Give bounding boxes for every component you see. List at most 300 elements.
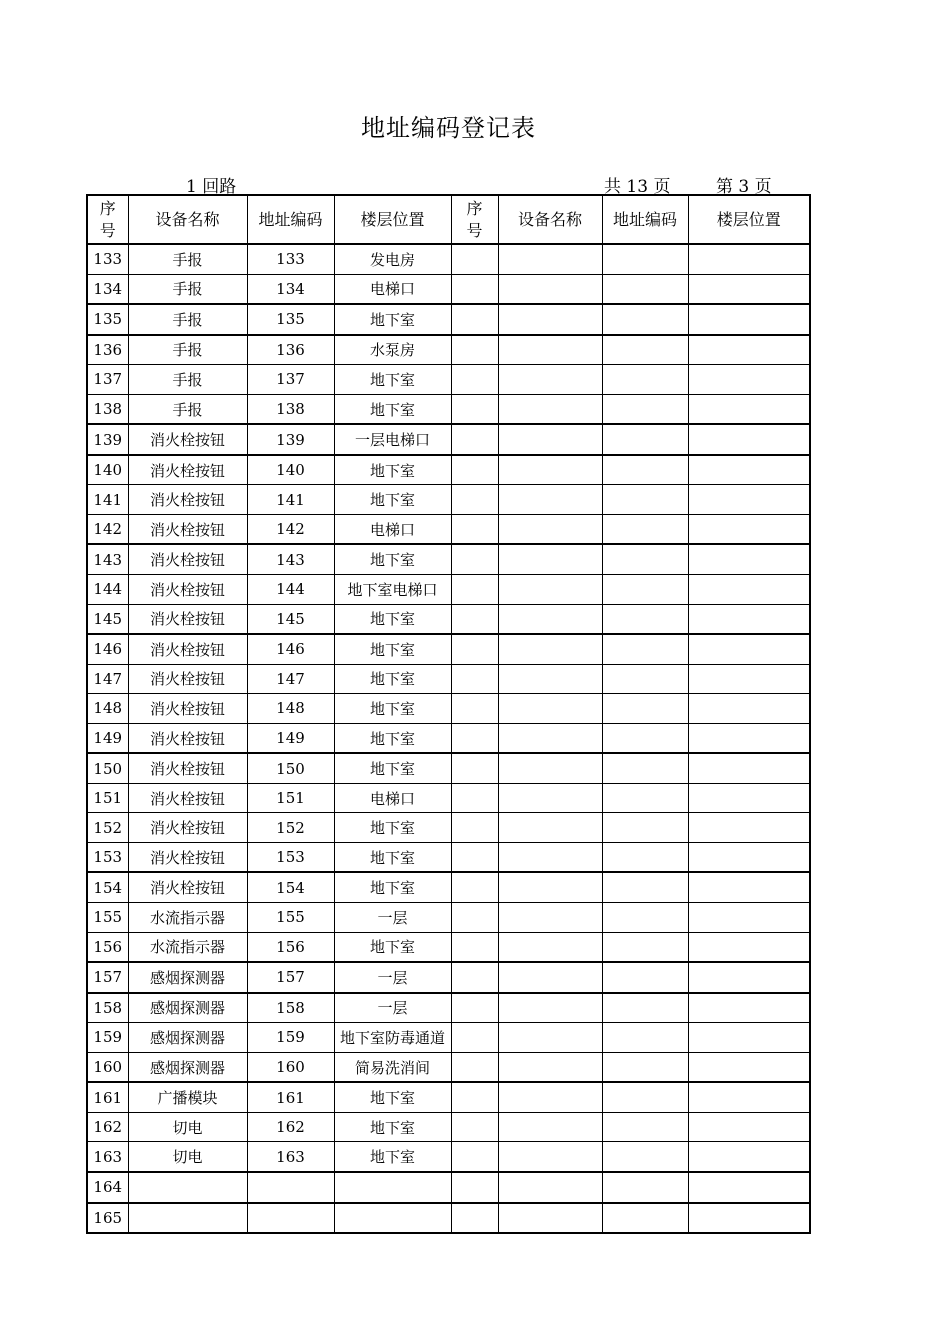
device-name-cell: 消火栓按钮	[128, 753, 247, 783]
address-code-cell-right	[602, 455, 688, 485]
seq-cell-right	[451, 604, 498, 634]
floor-location-cell-right	[688, 1023, 810, 1053]
address-code-cell-right	[602, 1023, 688, 1053]
device-name-cell-right	[498, 1023, 602, 1053]
table-row	[87, 1082, 810, 1112]
header-device-left: 设备名称	[128, 195, 247, 244]
device-name-cell-right	[498, 962, 602, 993]
table-row	[87, 783, 810, 813]
table-row	[87, 872, 810, 902]
header-seq-left: 序号	[87, 195, 128, 244]
table-row	[87, 365, 810, 395]
device-name-cell: 切电	[128, 1142, 247, 1172]
device-name-cell	[128, 1172, 247, 1203]
address-code-cell: 162	[247, 1112, 334, 1142]
address-code-cell: 156	[247, 932, 334, 962]
seq-cell: 161	[87, 1082, 128, 1112]
table-row	[87, 1172, 810, 1203]
floor-location-cell: 发电房	[334, 244, 451, 274]
table-row	[87, 664, 810, 694]
device-name-cell-right	[498, 394, 602, 424]
device-name-cell: 切电	[128, 1112, 247, 1142]
seq-cell-right	[451, 1112, 498, 1142]
device-name-cell: 感烟探测器	[128, 962, 247, 993]
floor-location-cell-right	[688, 514, 810, 544]
seq-cell-right	[451, 723, 498, 753]
seq-cell-right	[451, 575, 498, 605]
address-code-cell-right	[602, 274, 688, 304]
device-name-cell: 消火栓按钮	[128, 842, 247, 872]
floor-location-cell: 地下室	[334, 1082, 451, 1112]
table-row	[87, 575, 810, 605]
table-row	[87, 455, 810, 485]
floor-location-cell-right	[688, 455, 810, 485]
device-name-cell-right	[498, 485, 602, 515]
address-code-cell: 157	[247, 962, 334, 993]
device-name-cell: 手报	[128, 365, 247, 395]
page-title: 地址编码登记表	[361, 114, 536, 142]
address-code-cell-right	[602, 1203, 688, 1234]
floor-location-cell-right	[688, 485, 810, 515]
address-code-cell: 152	[247, 813, 334, 843]
table-row	[87, 634, 810, 664]
seq-cell: 140	[87, 455, 128, 485]
device-name-cell: 消火栓按钮	[128, 575, 247, 605]
floor-location-cell: 地下室电梯口	[334, 575, 451, 605]
seq-cell: 141	[87, 485, 128, 515]
floor-location-cell: 地下室	[334, 753, 451, 783]
address-code-cell: 145	[247, 604, 334, 634]
address-code-cell-right	[602, 783, 688, 813]
device-name-cell-right	[498, 694, 602, 724]
device-name-cell: 消火栓按钮	[128, 664, 247, 694]
address-code-cell: 158	[247, 993, 334, 1023]
floor-location-cell-right	[688, 1082, 810, 1112]
floor-location-cell: 电梯口	[334, 514, 451, 544]
device-name-cell-right	[498, 1082, 602, 1112]
table-row	[87, 544, 810, 574]
device-name-cell-right	[498, 1142, 602, 1172]
floor-location-cell: 简易洗消间	[334, 1052, 451, 1082]
address-code-cell: 153	[247, 842, 334, 872]
device-name-cell: 感烟探测器	[128, 993, 247, 1023]
table-row	[87, 753, 810, 783]
seq-cell-right	[451, 1203, 498, 1234]
device-name-cell-right	[498, 575, 602, 605]
loop-label: 1 回路	[186, 177, 237, 197]
device-name-cell-right	[498, 723, 602, 753]
table-row	[87, 304, 810, 335]
table-row	[87, 903, 810, 933]
seq-cell-right	[451, 514, 498, 544]
seq-cell-right	[451, 783, 498, 813]
floor-location-cell-right	[688, 634, 810, 664]
address-code-cell-right	[602, 753, 688, 783]
floor-location-cell: 电梯口	[334, 274, 451, 304]
seq-cell-right	[451, 962, 498, 993]
seq-cell: 165	[87, 1203, 128, 1234]
device-name-cell: 消火栓按钮	[128, 455, 247, 485]
device-name-cell: 消火栓按钮	[128, 604, 247, 634]
device-name-cell-right	[498, 1172, 602, 1203]
floor-location-cell: 地下室	[334, 664, 451, 694]
address-code-cell-right	[602, 575, 688, 605]
address-code-cell: 151	[247, 783, 334, 813]
seq-cell: 164	[87, 1172, 128, 1203]
table-row	[87, 1052, 810, 1082]
floor-location-cell: 地下室	[334, 842, 451, 872]
device-name-cell: 消火栓按钮	[128, 514, 247, 544]
device-name-cell: 消火栓按钮	[128, 694, 247, 724]
address-code-cell-right	[602, 664, 688, 694]
table-row	[87, 244, 810, 274]
seq-cell-right	[451, 274, 498, 304]
address-code-cell-right	[602, 394, 688, 424]
floor-location-cell-right	[688, 1203, 810, 1234]
device-name-cell: 水流指示器	[128, 903, 247, 933]
address-code-cell-right	[602, 244, 688, 274]
seq-cell-right	[451, 813, 498, 843]
table-row	[87, 604, 810, 634]
address-code-cell: 154	[247, 872, 334, 902]
floor-location-cell-right	[688, 1112, 810, 1142]
device-name-cell: 手报	[128, 394, 247, 424]
seq-cell: 151	[87, 783, 128, 813]
device-name-cell: 消火栓按钮	[128, 485, 247, 515]
device-name-cell: 消火栓按钮	[128, 634, 247, 664]
header-code-right: 地址编码	[602, 195, 688, 244]
seq-cell: 135	[87, 304, 128, 335]
device-name-cell-right	[498, 604, 602, 634]
seq-cell: 148	[87, 694, 128, 724]
floor-location-cell: 地下室	[334, 394, 451, 424]
table-row	[87, 424, 810, 455]
seq-cell: 159	[87, 1023, 128, 1053]
address-code-cell: 148	[247, 694, 334, 724]
device-name-cell-right	[498, 783, 602, 813]
seq-cell-right	[451, 993, 498, 1023]
address-code-table	[86, 194, 811, 1234]
seq-cell: 138	[87, 394, 128, 424]
address-code-cell: 160	[247, 1052, 334, 1082]
table-row	[87, 1203, 810, 1234]
device-name-cell: 感烟探测器	[128, 1023, 247, 1053]
floor-location-cell: 地下室	[334, 932, 451, 962]
seq-cell: 163	[87, 1142, 128, 1172]
address-code-cell-right	[602, 1112, 688, 1142]
device-name-cell: 消火栓按钮	[128, 872, 247, 902]
seq-cell-right	[451, 903, 498, 933]
seq-cell-right	[451, 424, 498, 455]
device-name-cell: 手报	[128, 335, 247, 365]
seq-cell-right	[451, 304, 498, 335]
seq-cell-right	[451, 753, 498, 783]
address-code-cell-right	[602, 604, 688, 634]
floor-location-cell: 地下室	[334, 304, 451, 335]
device-name-cell-right	[498, 664, 602, 694]
address-code-cell-right	[602, 993, 688, 1023]
seq-cell-right	[451, 335, 498, 365]
device-name-cell-right	[498, 365, 602, 395]
device-name-cell-right	[498, 304, 602, 335]
table-row	[87, 962, 810, 993]
floor-location-cell: 一层电梯口	[334, 424, 451, 455]
floor-location-cell: 地下室	[334, 455, 451, 485]
device-name-cell: 消火栓按钮	[128, 424, 247, 455]
device-name-cell-right	[498, 514, 602, 544]
device-name-cell-right	[498, 1112, 602, 1142]
table-row	[87, 813, 810, 843]
floor-location-cell-right	[688, 993, 810, 1023]
device-name-cell-right	[498, 424, 602, 455]
device-name-cell: 水流指示器	[128, 932, 247, 962]
device-name-cell: 消火栓按钮	[128, 723, 247, 753]
seq-cell-right	[451, 1023, 498, 1053]
address-code-cell: 159	[247, 1023, 334, 1053]
address-code-cell: 150	[247, 753, 334, 783]
table-row	[87, 514, 810, 544]
seq-cell: 156	[87, 932, 128, 962]
floor-location-cell-right	[688, 723, 810, 753]
address-code-cell-right	[602, 424, 688, 455]
seq-cell: 142	[87, 514, 128, 544]
seq-cell: 157	[87, 962, 128, 993]
address-code-cell-right	[602, 514, 688, 544]
floor-location-cell: 地下室	[334, 1112, 451, 1142]
floor-location-cell-right	[688, 244, 810, 274]
floor-location-cell-right	[688, 872, 810, 902]
floor-location-cell: 一层	[334, 903, 451, 933]
seq-cell: 134	[87, 274, 128, 304]
address-code-cell-right	[602, 842, 688, 872]
address-code-cell-right	[602, 962, 688, 993]
floor-location-cell: 地下室	[334, 813, 451, 843]
device-name-cell	[128, 1203, 247, 1234]
address-code-cell: 142	[247, 514, 334, 544]
table-row	[87, 694, 810, 724]
seq-cell-right	[451, 485, 498, 515]
device-name-cell-right	[498, 753, 602, 783]
seq-cell-right	[451, 455, 498, 485]
device-name-cell-right	[498, 1052, 602, 1082]
total-pages-label: 共 13 页	[604, 177, 671, 197]
seq-cell-right	[451, 1082, 498, 1112]
floor-location-cell: 地下室	[334, 723, 451, 753]
seq-cell-right	[451, 544, 498, 574]
seq-cell-right	[451, 244, 498, 274]
floor-location-cell-right	[688, 394, 810, 424]
address-code-cell-right	[602, 1172, 688, 1203]
table-row	[87, 1112, 810, 1142]
address-code-cell: 137	[247, 365, 334, 395]
address-code-cell: 143	[247, 544, 334, 574]
floor-location-cell-right	[688, 274, 810, 304]
device-name-cell-right	[498, 993, 602, 1023]
seq-cell: 133	[87, 244, 128, 274]
floor-location-cell-right	[688, 932, 810, 962]
seq-cell-right	[451, 394, 498, 424]
address-code-cell-right	[602, 1142, 688, 1172]
device-name-cell: 手报	[128, 304, 247, 335]
floor-location-cell: 地下室	[334, 634, 451, 664]
address-code-cell: 133	[247, 244, 334, 274]
seq-cell: 144	[87, 575, 128, 605]
floor-location-cell-right	[688, 544, 810, 574]
table-row	[87, 723, 810, 753]
floor-location-cell: 一层	[334, 962, 451, 993]
table-body	[87, 195, 810, 1233]
seq-cell-right	[451, 634, 498, 664]
seq-cell-right	[451, 872, 498, 902]
seq-cell: 137	[87, 365, 128, 395]
device-name-cell: 消火栓按钮	[128, 544, 247, 574]
address-code-cell	[247, 1172, 334, 1203]
floor-location-cell-right	[688, 1142, 810, 1172]
address-code-cell-right	[602, 335, 688, 365]
floor-location-cell-right	[688, 424, 810, 455]
floor-location-cell: 地下室	[334, 604, 451, 634]
floor-location-cell-right	[688, 813, 810, 843]
floor-location-cell-right	[688, 903, 810, 933]
device-name-cell-right	[498, 813, 602, 843]
device-name-cell-right	[498, 544, 602, 574]
floor-location-cell: 地下室	[334, 365, 451, 395]
address-code-cell-right	[602, 813, 688, 843]
seq-cell: 146	[87, 634, 128, 664]
seq-cell-right	[451, 1052, 498, 1082]
address-code-cell: 163	[247, 1142, 334, 1172]
seq-cell-right	[451, 1142, 498, 1172]
floor-location-cell-right	[688, 753, 810, 783]
seq-cell: 149	[87, 723, 128, 753]
table-row	[87, 1142, 810, 1172]
address-code-cell-right	[602, 365, 688, 395]
seq-cell: 162	[87, 1112, 128, 1142]
floor-location-cell-right	[688, 335, 810, 365]
address-code-cell: 135	[247, 304, 334, 335]
floor-location-cell-right	[688, 365, 810, 395]
floor-location-cell: 地下室	[334, 694, 451, 724]
table-row	[87, 335, 810, 365]
current-page-label: 第 3 页	[716, 177, 772, 197]
floor-location-cell-right	[688, 604, 810, 634]
floor-location-cell-right	[688, 783, 810, 813]
table-row	[87, 394, 810, 424]
floor-location-cell: 地下室	[334, 872, 451, 902]
device-name-cell-right	[498, 903, 602, 933]
address-code-cell: 134	[247, 274, 334, 304]
address-code-cell: 149	[247, 723, 334, 753]
seq-cell-right	[451, 842, 498, 872]
floor-location-cell	[334, 1203, 451, 1234]
seq-cell-right	[451, 1172, 498, 1203]
address-code-cell-right	[602, 1052, 688, 1082]
address-code-cell-right	[602, 485, 688, 515]
address-code-cell: 147	[247, 664, 334, 694]
device-name-cell-right	[498, 1203, 602, 1234]
address-code-cell: 138	[247, 394, 334, 424]
address-code-cell: 155	[247, 903, 334, 933]
address-code-cell	[247, 1203, 334, 1234]
table-row	[87, 993, 810, 1023]
floor-location-cell: 地下室	[334, 1142, 451, 1172]
floor-location-cell-right	[688, 1172, 810, 1203]
device-name-cell: 广播模块	[128, 1082, 247, 1112]
header-seq-right: 序号	[451, 195, 498, 244]
device-name-cell-right	[498, 335, 602, 365]
floor-location-cell-right	[688, 575, 810, 605]
header-code-left: 地址编码	[247, 195, 334, 244]
table-row	[87, 274, 810, 304]
floor-location-cell-right	[688, 842, 810, 872]
table-row	[87, 842, 810, 872]
device-name-cell-right	[498, 455, 602, 485]
device-name-cell-right	[498, 634, 602, 664]
address-code-cell-right	[602, 872, 688, 902]
address-code-cell-right	[602, 634, 688, 664]
address-code-cell-right	[602, 723, 688, 753]
floor-location-cell: 地下室	[334, 544, 451, 574]
seq-cell: 154	[87, 872, 128, 902]
device-name-cell-right	[498, 274, 602, 304]
address-code-cell-right	[602, 932, 688, 962]
device-name-cell-right	[498, 932, 602, 962]
address-code-cell: 141	[247, 485, 334, 515]
floor-location-cell: 地下室	[334, 485, 451, 515]
floor-location-cell-right	[688, 664, 810, 694]
address-code-cell-right	[602, 903, 688, 933]
header-device-right: 设备名称	[498, 195, 602, 244]
address-code-cell-right	[602, 694, 688, 724]
seq-cell-right	[451, 932, 498, 962]
floor-location-cell-right	[688, 962, 810, 993]
device-name-cell: 感烟探测器	[128, 1052, 247, 1082]
address-code-cell-right	[602, 1082, 688, 1112]
seq-cell: 143	[87, 544, 128, 574]
seq-cell: 158	[87, 993, 128, 1023]
device-name-cell: 手报	[128, 244, 247, 274]
seq-cell: 152	[87, 813, 128, 843]
seq-cell-right	[451, 365, 498, 395]
seq-cell: 139	[87, 424, 128, 455]
floor-location-cell-right	[688, 304, 810, 335]
address-code-cell: 139	[247, 424, 334, 455]
seq-cell: 136	[87, 335, 128, 365]
address-code-cell: 140	[247, 455, 334, 485]
address-code-cell-right	[602, 544, 688, 574]
floor-location-cell: 水泵房	[334, 335, 451, 365]
header-location-right: 楼层位置	[688, 195, 810, 244]
floor-location-cell: 一层	[334, 993, 451, 1023]
table-row	[87, 932, 810, 962]
table-row	[87, 485, 810, 515]
seq-cell: 145	[87, 604, 128, 634]
device-name-cell-right	[498, 842, 602, 872]
table-row	[87, 1023, 810, 1053]
header-location-left: 楼层位置	[334, 195, 451, 244]
address-code-cell-right	[602, 304, 688, 335]
floor-location-cell: 地下室防毒通道	[334, 1023, 451, 1053]
table-header-row	[87, 195, 810, 244]
address-code-cell: 146	[247, 634, 334, 664]
device-name-cell: 消火栓按钮	[128, 813, 247, 843]
device-name-cell: 消火栓按钮	[128, 783, 247, 813]
device-name-cell-right	[498, 872, 602, 902]
address-code-cell: 144	[247, 575, 334, 605]
floor-location-cell	[334, 1172, 451, 1203]
seq-cell-right	[451, 664, 498, 694]
seq-cell: 153	[87, 842, 128, 872]
